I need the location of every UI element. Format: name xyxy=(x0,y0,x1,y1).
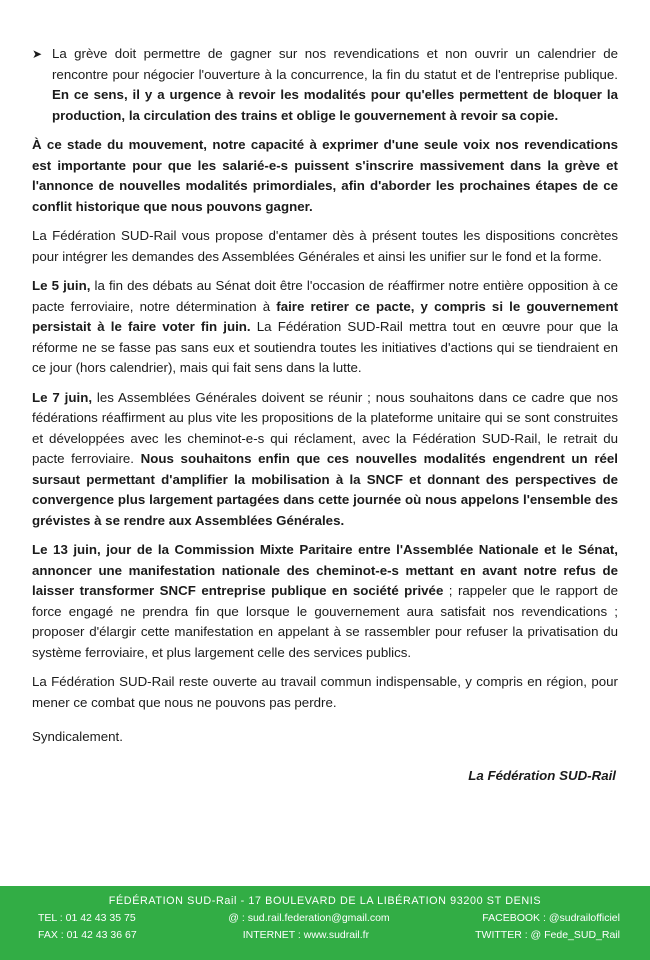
footer-twitter: TWITTER : @ Fede_SUD_Rail xyxy=(475,929,620,941)
paragraph-travail-commun-text: La Fédération SUD-Rail reste ouverte au travail commun indispensable, y compris en région, pour mener ce combat que nous ne pouvons pas perdre. xyxy=(32,674,618,710)
document-body xyxy=(32,44,618,786)
paragraph-13-juin-text: ; rappeler que le rapport de force engagé ne prendra fin que lorsque le gouvernement aura satisfait nos revendications ; proposer d'élargir cette manifestation en appelant à se rassembler pour refuser la privatisation du système ferroviaire, et plus largement celle des services publics. xyxy=(32,583,618,660)
paragraph-stade-mouvement-bold: À ce stade du mouvement, notre capacité à exprimer d'une seule voix nos revendications est importante pour que les salarié-e-s puissent s'inscrire massivement dans la grève et l'annonce de nouvelles modalités primordiales, afin d'aborder les prochaines étapes de ce conflit historique que nous pouvons gagner. xyxy=(32,137,618,214)
paragraph-7-juin-bold: Nous souhaitons enfin que ces nouvelles modalités engendrent un réel sursaut permettant d'amplifier la mobilisation à la SNCF et donnant des perspectives de convergence plus largement partagées dans cette journée où nous appelons l'ensemble des grévistes à se rendre aux Assemblées Générales. xyxy=(32,451,618,528)
footer-fax: FAX : 01 42 43 36 67 xyxy=(38,929,137,941)
paragraph-greve-text: La grève doit permettre de gagner sur nos revendications et non ouvrir un calendrier de rencontre pour négocier l'ouverture à la concurrence, la fin du statut et de l'entreprise publique. xyxy=(52,46,618,82)
paragraph-travail-commun xyxy=(32,672,618,713)
signature: La Fédération SUD-Rail xyxy=(468,767,616,783)
arrow-bullet-icon: ➤ xyxy=(32,47,43,61)
paragraph-13-juin xyxy=(32,540,618,663)
paragraph-7-juin-text: les Assemblées Générales doivent se réunir ; nous souhaitons dans ce cadre que nos fédérations réaffirment au plus vite les propositions de la plateforme unitaire qui se sont construites et développées avec les cheminot-e-s qui réclament, avec la Fédération SUD-Rail, le retrait du pacte ferroviaire. xyxy=(32,389,618,466)
footer-tel: TEL : 01 42 43 35 75 xyxy=(38,912,136,924)
footer-address: FÉDÉRATION SUD-Rail - 17 BOULEVARD DE LA LIBÉRATION 93200 ST DENIS xyxy=(108,895,542,907)
footer-facebook: FACEBOOK : @sudrailofficiel xyxy=(482,912,620,924)
paragraph-7-juin xyxy=(32,388,618,532)
date-5-juin: Le 5 juin, xyxy=(32,278,91,293)
paragraph-greve-bold: En ce sens, il y a urgence à revoir les modalités pour qu'elles permettent de bloquer la production, la circulation des trains et oblige le gouvernement à revoir sa copie. xyxy=(52,87,618,123)
paragraph-federation-proposition-text: La Fédération SUD-Rail vous propose d'entamer dès à présent toutes les dispositions concrètes pour intégrer les demandes des Assemblées Générales et ainsi les unifier sur le fond et la forme. xyxy=(32,228,618,264)
footer-row-1 xyxy=(0,912,650,924)
paragraph-5-juin-text-2: La Fédération SUD-Rail mettra tout en œuvre pour que la réforme ne se fasse pas sans eux et soutiendra toutes les initiatives d'actions qui se tiendraient en ce jour (hors calendrier), mais qui fait sens dans la lutte. xyxy=(32,319,618,375)
footer-banner xyxy=(0,886,650,960)
paragraph-stade-mouvement xyxy=(32,135,618,217)
paragraph-greve xyxy=(32,44,618,126)
paragraph-13-juin-bold: Le 13 juin, jour de la Commission Mixte Paritaire entre l'Assemblée Nationale et le Sénat, annoncer une manifestation nationale des cheminot-e-s mettant en avant notre refus de laisser transformer SNCF entreprise publique en société privée xyxy=(32,542,618,598)
paragraph-5-juin xyxy=(32,276,618,379)
date-7-juin: Le 7 juin, xyxy=(32,389,93,405)
footer-email: @ : sud.rail.federation@gmail.com xyxy=(228,912,390,924)
footer-internet: INTERNET : www.sudrail.fr xyxy=(242,929,370,941)
paragraph-federation-proposition xyxy=(32,226,618,267)
closing-salutation: Syndicalement. xyxy=(32,729,123,744)
paragraph-5-juin-text-1: la fin des débats au Sénat doit être l'occasion de réaffirmer notre entière opposition à ce pacte ferroviaire, notre détermination à xyxy=(32,278,618,314)
paragraph-5-juin-bold: faire retirer ce pacte, y compris si le gouvernement persistait à le faire voter fin juin. xyxy=(32,298,618,334)
footer-row-2 xyxy=(0,929,650,941)
